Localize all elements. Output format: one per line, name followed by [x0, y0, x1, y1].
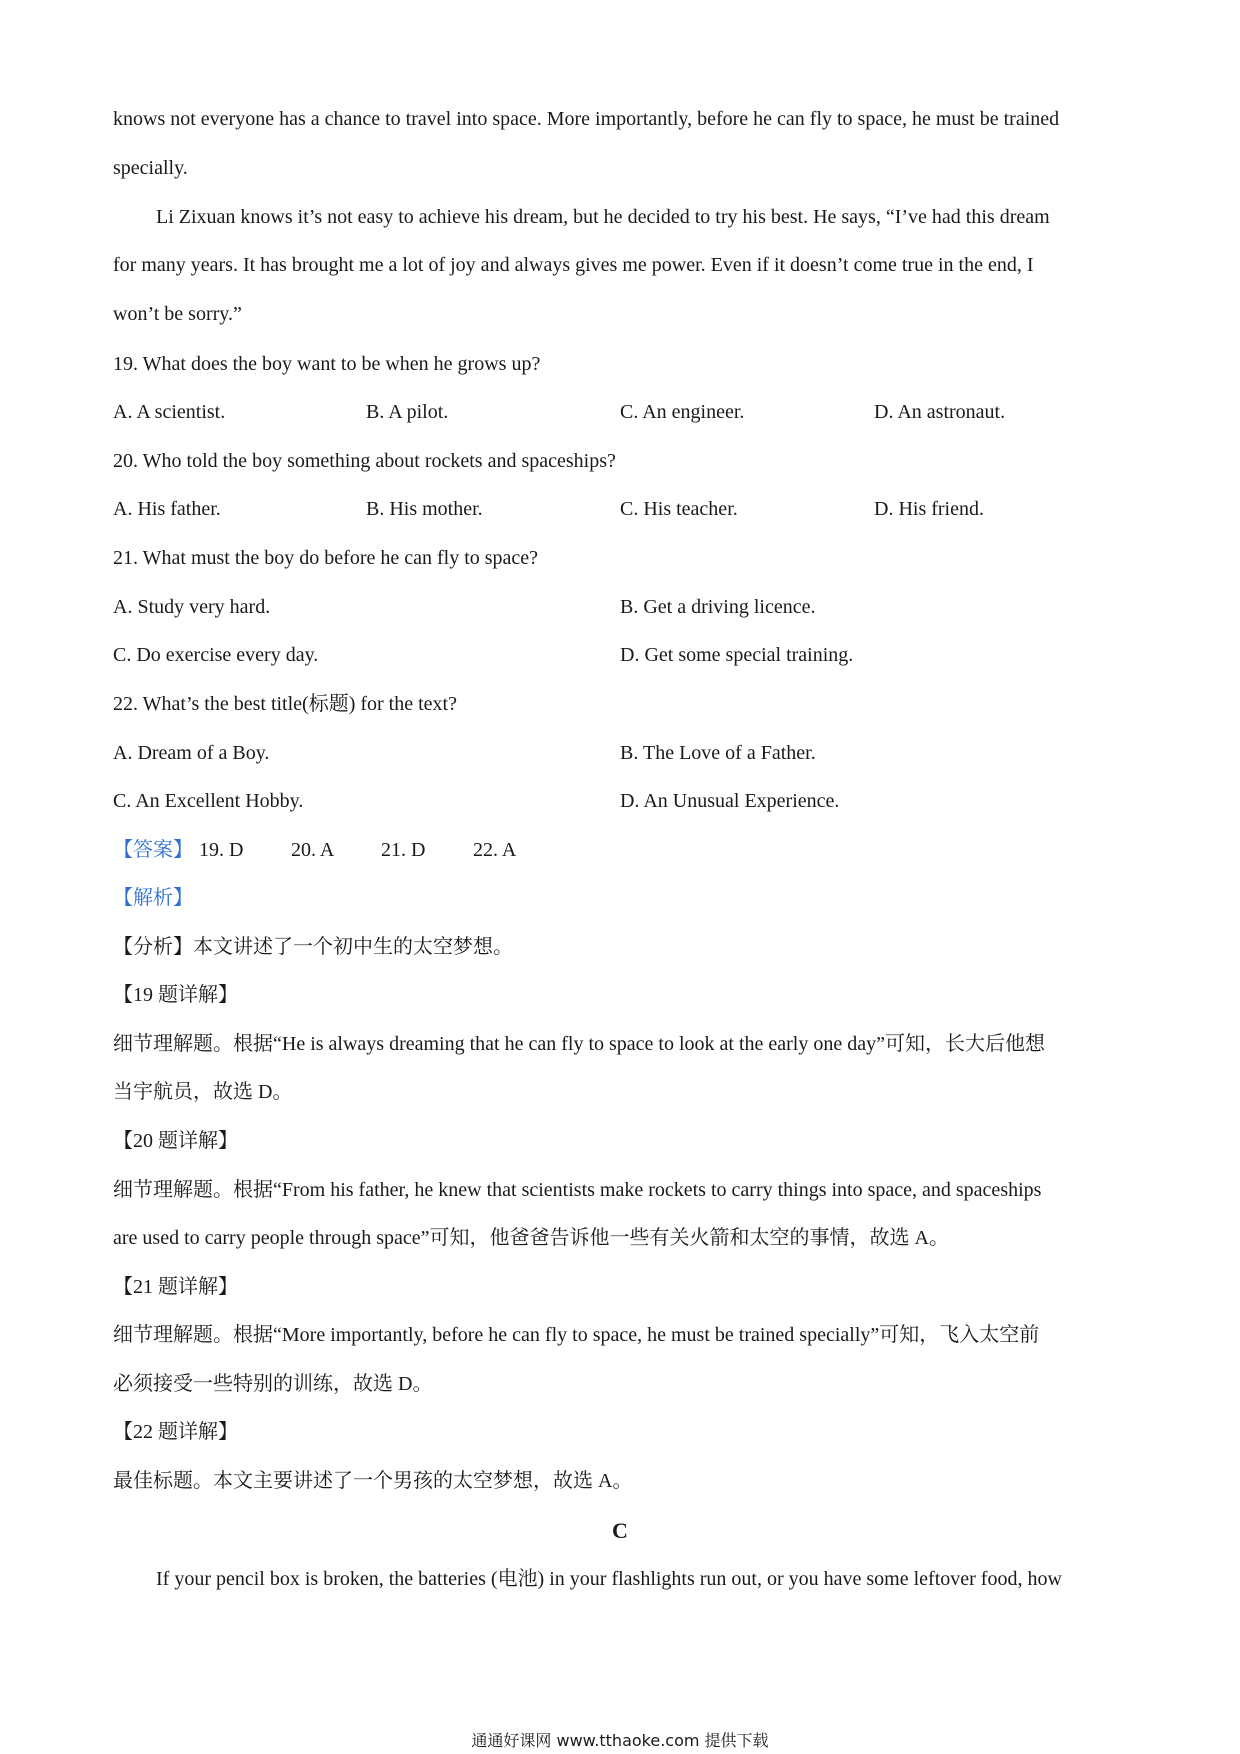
detail-label-22: 【22 题详解】	[113, 1421, 238, 1443]
q20-option-c: C. His teacher.	[620, 498, 738, 520]
detail-text-21-cont: 必须接受一些特别的训练，故选 D。	[113, 1373, 433, 1395]
summary-row	[113, 935, 513, 959]
detail-label-20: 【20 题详解】	[113, 1130, 238, 1152]
page-footer: 通通好课网 www.tthaoke.com 提供下载	[471, 1731, 769, 1750]
q21-option-a: A. Study very hard.	[113, 596, 271, 618]
q21-option-b: B. Get a driving licence.	[620, 596, 816, 618]
passage-line: specially.	[113, 157, 188, 179]
detail-text-22: 最佳标题。本文主要讲述了一个男孩的太空梦想，故选 A。	[113, 1470, 633, 1492]
question-21-stem: 21. What must the boy do before he can fly to space?	[113, 547, 539, 569]
detail-text-19: 细节理解题。根据“He is always dreaming that he can fly to space to look at the early one day”可知，长大后他想	[113, 1033, 1045, 1055]
question-20-stem: 20. Who told the boy something about rockets and spaceships?	[113, 450, 616, 472]
q20-option-d: D. His friend.	[874, 498, 984, 520]
passage-paragraph-start: Li Zixuan knows it’s not easy to achieve his dream, but he decided to try his best. He says, “I’ve had this dream	[156, 206, 1050, 228]
q21-option-d: D. Get some special training.	[620, 644, 854, 666]
detail-text-20-cont: are used to carry people through space”可知，他爸爸告诉他一些有关火箭和太空的事情，故选 A。	[113, 1227, 949, 1249]
detail-label-21: 【21 题详解】	[113, 1276, 238, 1298]
q19-option-b: B. A pilot.	[366, 401, 449, 423]
detail-text-21: 细节理解题。根据“More importantly, before he can fly to space, he must be trained specially”可知，飞入太空前	[113, 1324, 1040, 1346]
answer-22: 22. A	[473, 839, 517, 861]
q21-option-c: C. Do exercise every day.	[113, 644, 319, 666]
question-22-stem: 22. What’s the best title(标题) for the text?	[113, 693, 457, 715]
answer-label: 【答案】	[113, 839, 193, 861]
question-19-stem: 19. What does the boy want to be when he grows up?	[113, 353, 541, 375]
passage-c-line: If your pencil box is broken, the batteries (电池) in your flashlights run out, or you have some leftover food, how	[156, 1568, 1062, 1590]
q22-option-b: B. The Love of a Father.	[620, 742, 816, 764]
q20-option-b: B. His mother.	[366, 498, 483, 520]
summary-label: 【分析】	[113, 936, 193, 958]
detail-text-19-cont: 当宇航员，故选 D。	[113, 1081, 293, 1103]
detail-label-19: 【19 题详解】	[113, 984, 238, 1006]
answer-row	[113, 838, 516, 862]
q22-option-c: C. An Excellent Hobby.	[113, 790, 304, 812]
answer-21: 21. D	[381, 839, 426, 861]
passage-line: knows not everyone has a chance to travel into space. More importantly, before he can fly to space, he must be trained	[113, 108, 1060, 130]
q20-option-a: A. His father.	[113, 498, 221, 520]
analysis-label: 【解析】	[113, 887, 193, 909]
q22-option-d: D. An Unusual Experience.	[620, 790, 840, 812]
answer-20: 20. A	[291, 839, 335, 861]
q22-option-a: A. Dream of a Boy.	[113, 742, 270, 764]
q19-option-d: D. An astronaut.	[874, 401, 1006, 423]
detail-text-20: 细节理解题。根据“From his father, he knew that scientists make rockets to carry things into space, and spaceships	[113, 1179, 1042, 1201]
passage-line: won’t be sorry.”	[113, 303, 242, 325]
answer-19: 19. D	[199, 839, 244, 861]
q19-option-c: C. An engineer.	[620, 401, 745, 423]
section-heading-c: C	[612, 1518, 628, 1543]
summary-text: 本文讲述了一个初中生的太空梦想。	[193, 936, 513, 958]
passage-line: for many years. It has brought me a lot of joy and always gives me power. Even if it doesn’t come true in the end, I	[113, 254, 1034, 276]
q19-option-a: A. A scientist.	[113, 401, 226, 423]
